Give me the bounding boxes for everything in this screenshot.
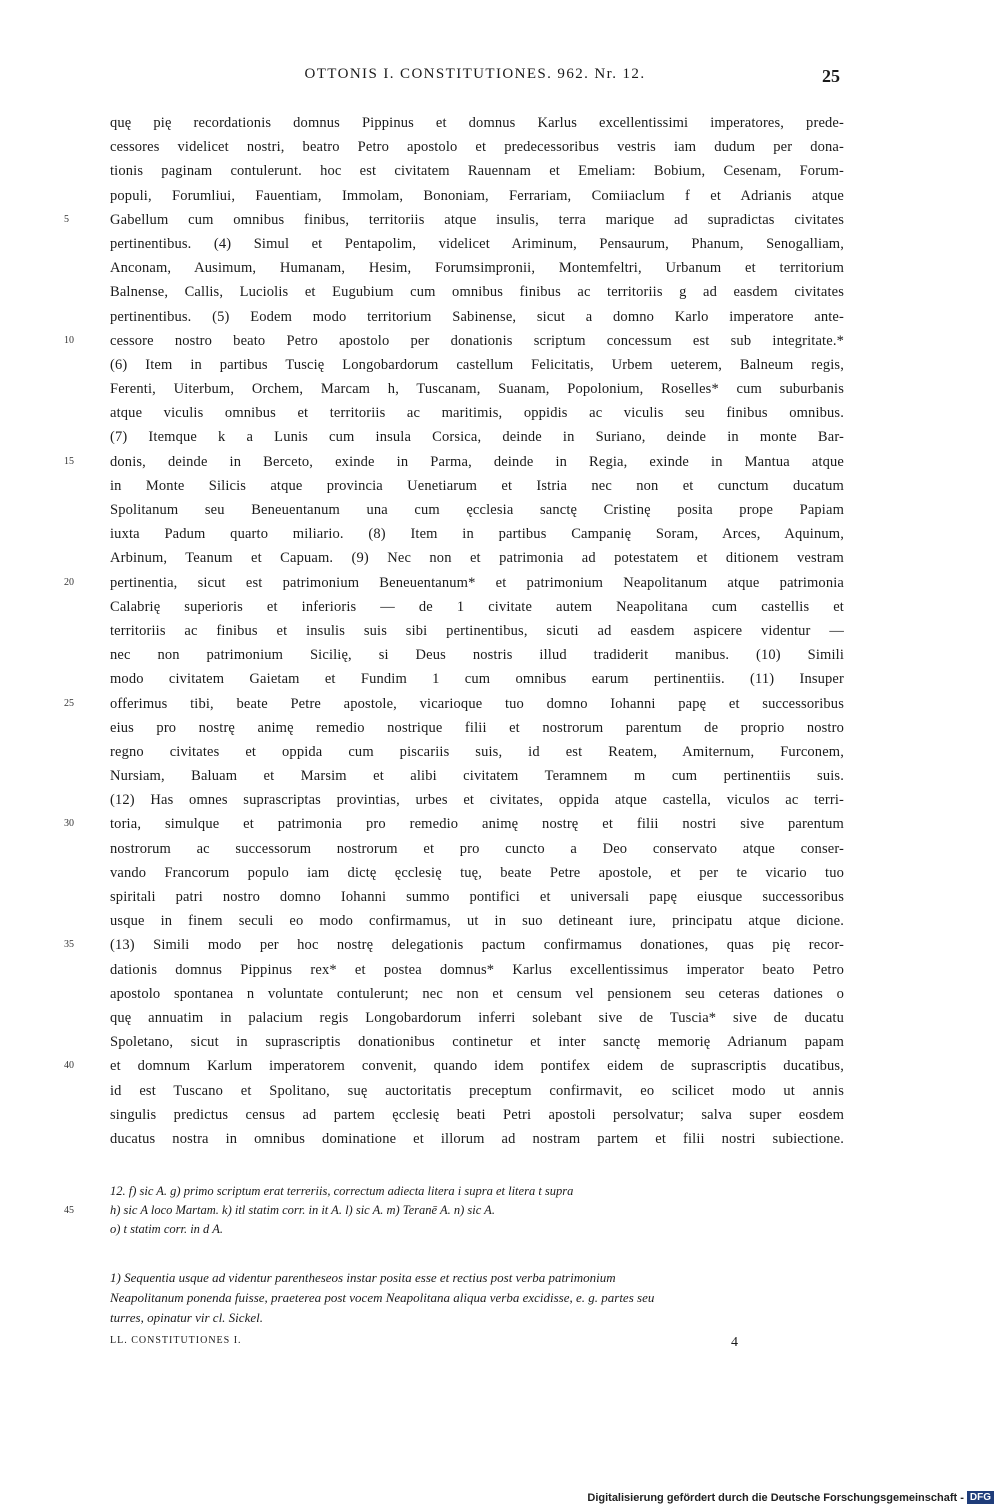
- text-line: [64, 256, 844, 280]
- line-text: (12) Has omnes suprascriptas provintias, urbes et civitates, oppida atque castella, viculos ac terri-: [110, 792, 844, 809]
- critical-apparatus: [64, 1182, 844, 1239]
- text-line: [64, 958, 844, 982]
- text-line: [64, 716, 844, 740]
- line-text: et domnum Karlum imperatorem convenit, quando idem pontifex eidem de suprascriptis ducatibus,: [110, 1058, 844, 1075]
- text-line: [64, 1079, 844, 1103]
- line-text: nostrorum ac successorum nostrorum et pro cuncto a Deo conservato atque conser-: [110, 840, 844, 857]
- line-text: Calabrię superioris et inferioris — de 1 civitate autem Neapolitana cum castellis et: [110, 598, 844, 615]
- signature-mark: LL. CONSTITUTIONES I.: [110, 1335, 242, 1346]
- text-line: [64, 522, 844, 546]
- text-line: [64, 377, 844, 401]
- text-line: [64, 305, 844, 329]
- text-line: [64, 1103, 844, 1127]
- line-text: eius pro nostrę animę remedio nostrique filii et nostrorum parentum de proprio nostro: [110, 719, 844, 736]
- text-line: [64, 909, 844, 933]
- text-line: [64, 619, 844, 643]
- funding-notice: [587, 1491, 994, 1504]
- line-text: spiritali patri nostro domno Iohanni summo pontifici et universali papę eiusque successoribus: [110, 889, 844, 905]
- line-text: donis, deinde in Berceto, exinde in Parma, deinde in Regia, exinde in Mantua atque: [110, 453, 844, 470]
- page-number: 25: [822, 66, 840, 86]
- line-text: Spolitanum seu Beneuentanum una cum ęcclesia sanctę Cristinę posita prope Papiam: [110, 502, 844, 518]
- footnote-line: Neapolitanum ponenda fuisse, praeterea post vocem Neapolitana aliqua verba excidisse, e. g. partes seu: [110, 1290, 655, 1305]
- apparatus-line: [64, 1182, 844, 1201]
- text-line: [64, 1030, 844, 1054]
- text-line: [64, 280, 844, 304]
- line-number: 35: [64, 939, 74, 951]
- footnote-line: 1) Sequentia usque ad videntur parentheseos instar posita esse et rectius post verba patrimonium: [110, 1270, 616, 1285]
- line-text: regno civitates et oppida cum piscariis suis, id est Reatem, Amiternum, Furconem,: [110, 743, 844, 760]
- line-text: pertinentibus. (4) Simul et Pentapolim, videlicet Ariminum, Pensaurum, Phanum, Senogalliam,: [110, 235, 844, 252]
- text-line: [64, 353, 844, 377]
- text-line: [64, 425, 844, 449]
- footnote-line: turres, opinatur vir cl. Sickel.: [110, 1310, 263, 1325]
- text-line: [64, 1006, 844, 1030]
- line-text: quę annuatim in palacium regis Longobardorum inferri solebant sive de Tuscia* sive de ducatu: [110, 1009, 844, 1026]
- line-number: 40: [64, 1060, 74, 1072]
- line-text: (7) Itemque k a Lunis cum insula Corsica, deinde in Suriano, deinde in monte Bar-: [110, 429, 844, 446]
- text-line: [64, 571, 844, 595]
- line-text: 12. f) sic A. g) primo scriptum erat terreriis, correctum adiecta litera i supra et litera t supra: [110, 1184, 574, 1198]
- line-text: cessore nostro beato Petro apostolo per donationis scriptum concessum est sub integritate.*: [110, 332, 844, 349]
- text-line: [64, 546, 844, 570]
- dfg-logo: DFG: [967, 1491, 994, 1504]
- line-text: Arbinum, Teanum et Capuam. (9) Nec non et patrimonia ad potestatem et ditionem vestram: [110, 550, 844, 567]
- line-text: pertinentia, sicut est patrimonium Beneuentanum* et patrimonium Neapolitanum atque patrimonia: [110, 574, 844, 591]
- text-line: [64, 498, 844, 522]
- text-line: [64, 1054, 844, 1078]
- text-line: [64, 982, 844, 1006]
- text-line: [64, 184, 844, 208]
- line-text: Ferenti, Uiterbum, Orchem, Marcam h, Tuscanam, Suanam, Popolonium, Roselles* cum suburbanis: [110, 381, 844, 398]
- text-line: [64, 788, 844, 812]
- line-text: atque viculis omnibus et territoriis ac maritimis, oppidis ac viculis seu finibus omnibus.: [110, 405, 844, 422]
- line-text: singulis predictus census ad partem ęcclesię beati Petri apostoli persolvatur; salva super eosdem: [110, 1106, 844, 1123]
- text-line: [64, 740, 844, 764]
- line-text: h) sic A loco Martam. k) itl statim corr. in it A. l) sic A. m) Teranē A. n) sic A.: [110, 1203, 495, 1217]
- main-text: [64, 111, 844, 1151]
- line-text: id est Tuscano et Spolitano, suę auctoritatis preceptum confirmavit, eo scilicet modo ut annis: [110, 1082, 844, 1099]
- line-text: apostolo spontanea n voluntate contulerunt; nec non et censum vel pensionem seu ceteras dationes o: [110, 985, 844, 1002]
- line-text: tionis paginam contulerunt. hoc est civitatem Rauennam et Emeliam: Bobium, Cesenam, Forum-: [110, 163, 844, 180]
- line-number: 5: [64, 213, 69, 225]
- line-text: dationis domnus Pippinus rex* et postea domnus* Karlus excellentissimus imperator beato Petro: [110, 961, 844, 978]
- text-line: [64, 159, 844, 183]
- line-number: 25: [64, 697, 74, 709]
- text-line: [64, 861, 844, 885]
- line-text: in Monte Silicis atque provincia Uenetiarum et Istria nec non et cunctum ducatum: [110, 477, 844, 494]
- line-number: 10: [64, 334, 74, 346]
- line-text: pertinentibus. (5) Eodem modo territorium Sabinense, sicut a domno Karlo imperatore ante-: [110, 308, 844, 325]
- page-header: [110, 66, 840, 92]
- page-footer: [110, 1335, 840, 1355]
- text-line: [64, 474, 844, 498]
- text-line: [64, 933, 844, 957]
- line-text: Balnense, Callis, Luciolis et Eugubium cum omnibus finibus ac territoriis g ad easdem civitates: [110, 284, 844, 301]
- line-text: o) t statim corr. in d A.: [110, 1222, 223, 1236]
- apparatus-line: [64, 1220, 844, 1239]
- line-text: usque in finem seculi eo modo confirmamus, ut in suo detineant iure, principatu atque dicione.: [110, 913, 844, 930]
- text-line: [64, 208, 844, 232]
- text-line: [64, 450, 844, 474]
- text-line: [64, 595, 844, 619]
- line-text: cessores videlicet nostri, beatro Petro apostolo et predecessoribus vestris iam dudum per dona-: [110, 139, 844, 156]
- gathering-number: 4: [731, 1335, 738, 1350]
- text-line: [64, 885, 844, 909]
- text-line: [64, 232, 844, 256]
- text-line: [64, 111, 844, 135]
- line-text: toria, simulque et patrimonia pro remedio animę nostrę et filii nostri sive parentum: [110, 816, 844, 833]
- line-text: populi, Forumliui, Fauentiam, Immolam, Bononiam, Ferrariam, Comiiaclum f et Adrianis atque: [110, 187, 844, 204]
- line-text: Spoletano, sicut in suprascriptis donationibus continetur et inter sanctę memorię Adrianum papam: [110, 1034, 844, 1051]
- line-number: 15: [64, 455, 74, 467]
- line-number: 20: [64, 576, 74, 588]
- line-text: iuxta Padum quarto miliario. (8) Item in partibus Campanię Soram, Arces, Aquinum,: [110, 526, 844, 543]
- text-line: [64, 667, 844, 691]
- running-title: OTTONIS I. CONSTITUTIONES. 962. Nr. 12.: [304, 66, 646, 82]
- text-line: [64, 329, 844, 353]
- text-line: [64, 837, 844, 861]
- line-text: vando Francorum populo iam dictę ęcclesię tuę, beate Petre apostole, et per te vicario tuo: [110, 864, 844, 881]
- apparatus-line: [64, 1201, 844, 1220]
- line-text: (6) Item in partibus Tuscię Longobardorum castellum Felicitatis, Urbem ueterem, Balneum regis,: [110, 356, 844, 373]
- line-text: modo civitatem Gaietam et Fundim 1 cum omnibus earum pertinentiis. (11) Insuper: [110, 671, 844, 688]
- line-text: (13) Simili modo per hoc nostrę delegationis pactum confirmamus donationes, quas pię recor-: [110, 937, 844, 954]
- line-text: offerimus tibi, beate Petre apostole, vicarioque tuo domno Iohanni papę et successoribus: [110, 695, 844, 712]
- text-line: [64, 643, 844, 667]
- line-text: ducatus nostra in omnibus dominatione et illorum ad nostram partem et filii nostri subiectione.: [110, 1130, 844, 1147]
- funding-text: Digitalisierung gefördert durch die Deutsche Forschungsgemeinschaft -: [587, 1491, 964, 1504]
- footnotes: [110, 1268, 840, 1328]
- line-number: 45: [64, 1205, 74, 1216]
- line-text: quę pię recordationis domnus Pippinus et domnus Karlus excellentissimi imperatores, prede-: [110, 115, 844, 131]
- text-line: [64, 692, 844, 716]
- text-line: [64, 764, 844, 788]
- text-line: [64, 1127, 844, 1151]
- text-line: [64, 135, 844, 159]
- line-number: 30: [64, 818, 74, 830]
- line-text: nec non patrimonium Sicilię, si Deus nostris illud tradiderit manibus. (10) Simili: [110, 647, 844, 664]
- text-line: [64, 812, 844, 836]
- line-text: Anconam, Ausimum, Humanam, Hesim, Forumsimpronii, Montemfeltri, Urbanum et territorium: [110, 260, 844, 277]
- line-text: territoriis ac finibus et insulis suis sibi pertinentibus, sicuti ad easdem aspicere videntur —: [110, 622, 844, 639]
- line-text: Gabellum cum omnibus finibus, territoriis atque insulis, terra marique ad supradictas civitates: [110, 211, 844, 228]
- text-line: [64, 401, 844, 425]
- line-text: Nursiam, Baluam et Marsim et alibi civitatem Teramnem m cum pertinentiis suis.: [110, 768, 844, 785]
